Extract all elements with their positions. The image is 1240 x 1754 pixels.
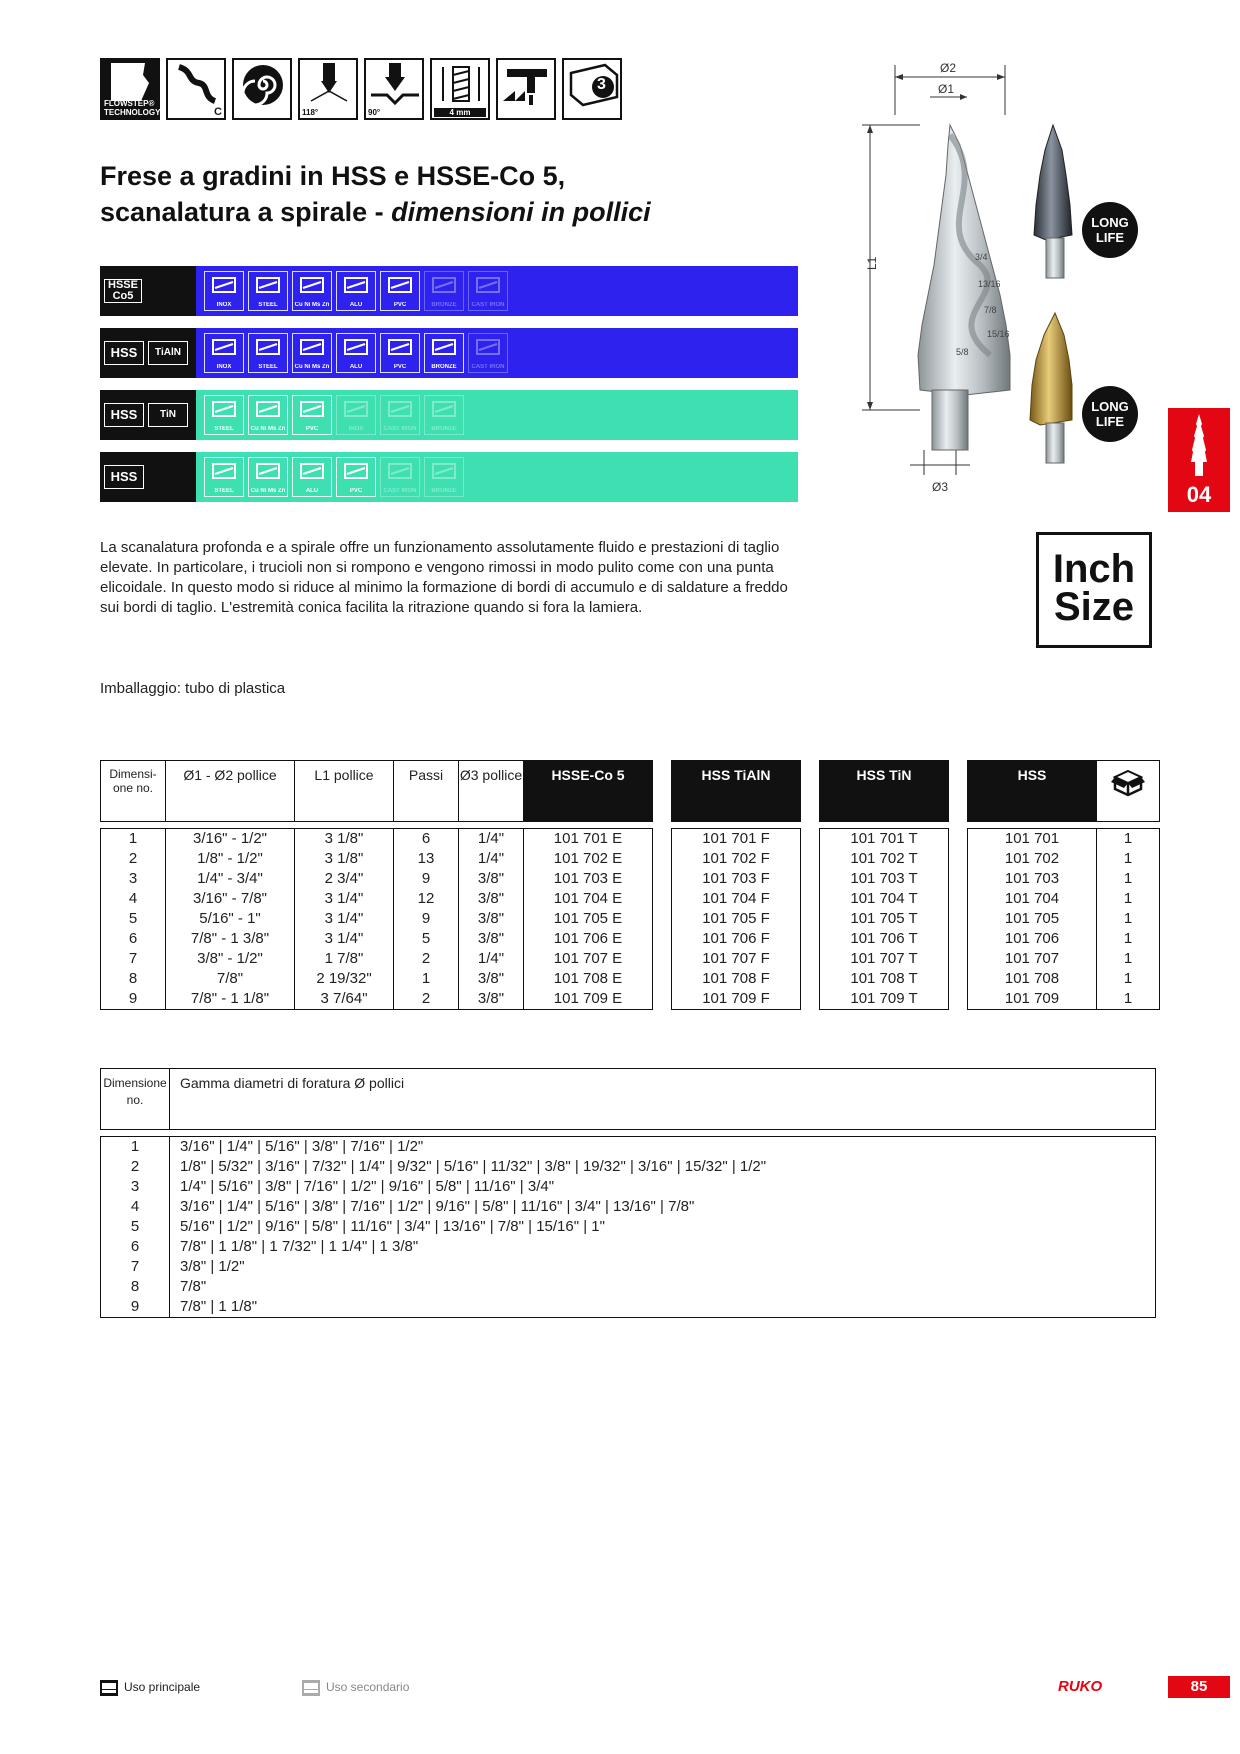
page-title: Frese a gradini in HSS e HSSE-Co 5, scanalatura a spirale - dimensioni in pollici bbox=[100, 161, 651, 227]
material-icon bbox=[387, 460, 413, 484]
cell-tialn: 101 702 F bbox=[672, 849, 801, 869]
material-row-label bbox=[100, 452, 196, 502]
material-icon bbox=[255, 460, 281, 484]
cell-tialn: 101 706 F bbox=[672, 929, 801, 949]
cell-no: 8 bbox=[101, 969, 166, 989]
cell-l1: 3 1/4" bbox=[295, 929, 394, 949]
range-cell-no: 2 bbox=[101, 1157, 170, 1177]
material-cast-iron bbox=[468, 271, 508, 311]
material-cast-iron bbox=[380, 395, 420, 435]
material-inox bbox=[336, 395, 376, 435]
range-row bbox=[101, 1177, 1156, 1197]
cell-hsse: 101 704 E bbox=[524, 889, 653, 909]
primary-use-icon bbox=[100, 1680, 118, 1696]
cell-no: 2 bbox=[101, 849, 166, 869]
material-icon bbox=[431, 336, 457, 360]
material-icon bbox=[343, 274, 369, 298]
cell-no: 9 bbox=[101, 989, 166, 1010]
cell-tin: 101 709 T bbox=[820, 989, 949, 1010]
cell-qty: 1 bbox=[1097, 889, 1160, 909]
material-caption: ALU bbox=[349, 302, 363, 308]
step-height-icon bbox=[430, 58, 490, 120]
dim-d2-label: Ø2 bbox=[940, 61, 957, 75]
material-caption: BRONZE bbox=[431, 488, 457, 494]
material-pvc bbox=[336, 457, 376, 497]
shank-number: 3 bbox=[597, 76, 606, 93]
cell-d3: 1/4" bbox=[459, 849, 524, 869]
page-number: 85 bbox=[1168, 1676, 1230, 1698]
material-icon bbox=[299, 336, 325, 360]
material-pvc bbox=[380, 333, 420, 373]
cell-l1: 3 7/64" bbox=[295, 989, 394, 1010]
material-cu-ni-ms-zn bbox=[248, 395, 288, 435]
cell-tin: 101 703 T bbox=[820, 869, 949, 889]
tool-material-label: HSS bbox=[104, 465, 144, 489]
table-row bbox=[101, 889, 1160, 909]
cell-hsse: 101 703 E bbox=[524, 869, 653, 889]
cell-d12: 1/8" - 1/2" bbox=[166, 849, 295, 869]
material-bronze bbox=[424, 271, 464, 311]
material-row bbox=[100, 452, 798, 502]
range-row bbox=[101, 1237, 1156, 1257]
section-tab bbox=[1168, 408, 1230, 512]
range-cell-no: 1 bbox=[101, 1137, 170, 1158]
inch-size-line1: Inch bbox=[1052, 547, 1136, 591]
spiral-chip-icon bbox=[232, 58, 292, 120]
material-row-label bbox=[100, 266, 196, 316]
range-row bbox=[101, 1297, 1156, 1318]
material-caption: STEEL bbox=[258, 364, 278, 370]
cell-tialn: 101 708 F bbox=[672, 969, 801, 989]
material-caption: STEEL bbox=[214, 426, 234, 432]
material-caption: PVC bbox=[305, 426, 319, 432]
cell-l1: 3 1/8" bbox=[295, 849, 394, 869]
cell-l1: 2 19/32" bbox=[295, 969, 394, 989]
range-header-range: Gamma diametri di foratura Ø pollici bbox=[170, 1069, 1156, 1130]
product-table bbox=[100, 760, 1160, 1010]
flowstep-icon bbox=[100, 58, 160, 120]
material-row bbox=[100, 390, 798, 440]
cell-tin: 101 702 T bbox=[820, 849, 949, 869]
cell-qty: 1 bbox=[1097, 929, 1160, 949]
cell-tialn: 101 704 F bbox=[672, 889, 801, 909]
cell-qty: 1 bbox=[1097, 969, 1160, 989]
material-steel bbox=[204, 457, 244, 497]
material-cu-ni-ms-zn bbox=[292, 333, 332, 373]
material-icon bbox=[475, 336, 501, 360]
cell-d3: 3/8" bbox=[459, 929, 524, 949]
secondary-use-icon bbox=[302, 1680, 320, 1696]
cell-qty: 1 bbox=[1097, 989, 1160, 1010]
material-caption: ALU bbox=[349, 364, 363, 370]
cell-passi: 9 bbox=[394, 869, 459, 889]
cell-passi: 2 bbox=[394, 989, 459, 1010]
cell-hsse: 101 706 E bbox=[524, 929, 653, 949]
brand-logo: RUKO bbox=[1058, 1678, 1103, 1695]
material-icon bbox=[387, 398, 413, 422]
cell-hss: 101 706 bbox=[968, 929, 1097, 949]
cell-l1: 1 7/8" bbox=[295, 949, 394, 969]
footer-secondary-label: Uso secondario bbox=[326, 1680, 410, 1695]
material-caption: Cu Ni Ms Zn bbox=[294, 364, 330, 370]
col-header-tin: HSS TiN bbox=[820, 761, 949, 822]
material-row-label bbox=[100, 390, 196, 440]
material-icon bbox=[343, 460, 369, 484]
range-cell-no: 7 bbox=[101, 1257, 170, 1277]
material-icon bbox=[255, 274, 281, 298]
cell-hsse: 101 705 E bbox=[524, 909, 653, 929]
table-row bbox=[101, 829, 1160, 850]
cell-l1: 2 3/4" bbox=[295, 869, 394, 889]
material-caption: BRONZE bbox=[431, 426, 457, 432]
range-cell-no: 4 bbox=[101, 1197, 170, 1217]
flowstep-icon-caption: FLOWSTEP® TECHNOLOGY bbox=[104, 99, 161, 117]
three-flat-shank-icon-glyph bbox=[565, 61, 621, 109]
step-mark: 15/16 bbox=[987, 329, 1010, 339]
tool-material-label: HSS bbox=[104, 403, 144, 427]
range-row bbox=[101, 1157, 1156, 1177]
material-caption: Cu Ni Ms Zn bbox=[250, 488, 286, 494]
cell-hsse: 101 701 E bbox=[524, 829, 653, 850]
range-row bbox=[101, 1137, 1156, 1158]
cell-passi: 2 bbox=[394, 949, 459, 969]
table-row bbox=[101, 949, 1160, 969]
material-icon bbox=[211, 336, 237, 360]
cell-d12: 7/8" - 1 1/8" bbox=[166, 989, 295, 1010]
cell-tialn: 101 707 F bbox=[672, 949, 801, 969]
cell-l1: 3 1/8" bbox=[295, 829, 394, 850]
material-caption: INOX bbox=[216, 302, 232, 308]
material-icon bbox=[431, 398, 457, 422]
material-row-label bbox=[100, 328, 196, 378]
footer-secondary-use bbox=[302, 1680, 409, 1696]
range-cell-range: 5/16" | 1/2" | 9/16" | 5/8" | 11/16" | 3/4" | 13/16" | 7/8" | 15/16" | 1" bbox=[170, 1217, 1156, 1237]
cell-hss: 101 708 bbox=[968, 969, 1097, 989]
step-mark: 13/16 bbox=[978, 279, 1001, 289]
range-cell-no: 3 bbox=[101, 1177, 170, 1197]
cell-hsse: 101 702 E bbox=[524, 849, 653, 869]
drill-press-icon-glyph bbox=[499, 61, 555, 109]
cell-tin: 101 701 T bbox=[820, 829, 949, 850]
cell-passi: 12 bbox=[394, 889, 459, 909]
material-caption: INOX bbox=[216, 364, 232, 370]
cell-tialn: 101 709 F bbox=[672, 989, 801, 1010]
cell-d3: 3/8" bbox=[459, 989, 524, 1010]
cell-hss: 101 701 bbox=[968, 829, 1097, 850]
material-steel bbox=[204, 395, 244, 435]
cell-tialn: 101 701 F bbox=[672, 829, 801, 850]
cell-passi: 5 bbox=[394, 929, 459, 949]
cell-d12: 5/16" - 1" bbox=[166, 909, 295, 929]
col-header-no: Dimensi- one no. bbox=[101, 761, 166, 822]
cell-d3: 3/8" bbox=[459, 969, 524, 989]
material-steel bbox=[248, 271, 288, 311]
inch-size-line2: Size bbox=[1053, 585, 1135, 629]
cell-hss: 101 705 bbox=[968, 909, 1097, 929]
cell-tin: 101 705 T bbox=[820, 909, 949, 929]
col-header-l1: L1 pollice bbox=[295, 761, 394, 822]
material-inox bbox=[204, 271, 244, 311]
cell-d3: 3/8" bbox=[459, 889, 524, 909]
cell-d12: 3/8" - 1/2" bbox=[166, 949, 295, 969]
material-cast-iron bbox=[380, 457, 420, 497]
cell-tin: 101 707 T bbox=[820, 949, 949, 969]
range-cell-range: 3/16" | 1/4" | 5/16" | 3/8" | 7/16" | 1/2" | 9/16" | 5/8" | 11/16" | 3/4" | 13/16" | 7/8" bbox=[170, 1197, 1156, 1217]
range-cell-range: 7/8" | 1 1/8" | 1 7/32" | 1 1/4" | 1 3/8" bbox=[170, 1237, 1156, 1257]
material-caption: CAST IRON bbox=[383, 426, 417, 432]
cell-d12: 3/16" - 7/8" bbox=[166, 889, 295, 909]
range-row bbox=[101, 1217, 1156, 1237]
range-cell-no: 5 bbox=[101, 1217, 170, 1237]
cell-d3: 1/4" bbox=[459, 949, 524, 969]
material-alu bbox=[292, 457, 332, 497]
material-caption: CAST IRON bbox=[471, 302, 505, 308]
spiral-chip-icon-glyph bbox=[235, 61, 291, 109]
footer-primary-use bbox=[100, 1680, 200, 1696]
material-bronze bbox=[424, 395, 464, 435]
step-mark: 3/4 bbox=[975, 252, 988, 262]
cell-no: 4 bbox=[101, 889, 166, 909]
tool-material-label: HSS bbox=[104, 341, 144, 365]
material-caption: STEEL bbox=[214, 488, 234, 494]
cell-passi: 9 bbox=[394, 909, 459, 929]
cell-no: 7 bbox=[101, 949, 166, 969]
cell-qty: 1 bbox=[1097, 869, 1160, 889]
material-caption: CAST IRON bbox=[383, 488, 417, 494]
cell-hsse: 101 708 E bbox=[524, 969, 653, 989]
col-header-hsse: HSSE-Co 5 bbox=[524, 761, 653, 822]
tool-material-label: HSSE Co5 bbox=[104, 279, 142, 303]
cell-hss: 101 703 bbox=[968, 869, 1097, 889]
material-icon bbox=[255, 336, 281, 360]
table-row bbox=[101, 849, 1160, 869]
range-row bbox=[101, 1257, 1156, 1277]
tialn-drill bbox=[1034, 125, 1072, 240]
material-cu-ni-ms-zn bbox=[292, 271, 332, 311]
material-icon bbox=[343, 336, 369, 360]
col-header-hss: HSS bbox=[968, 761, 1097, 822]
cell-d12: 1/4" - 3/4" bbox=[166, 869, 295, 889]
material-icon bbox=[299, 274, 325, 298]
cell-d3: 1/4" bbox=[459, 829, 524, 850]
table-row bbox=[101, 989, 1160, 1010]
material-alu bbox=[336, 271, 376, 311]
range-cell-no: 8 bbox=[101, 1277, 170, 1297]
range-cell-range: 7/8" | 1 1/8" bbox=[170, 1297, 1156, 1318]
dim-d1-label: Ø1 bbox=[938, 82, 955, 96]
cell-tialn: 101 703 F bbox=[672, 869, 801, 889]
cell-no: 3 bbox=[101, 869, 166, 889]
inch-size-badge bbox=[1036, 532, 1152, 648]
countersink-icon bbox=[364, 58, 424, 120]
material-icon bbox=[431, 460, 457, 484]
material-band bbox=[196, 452, 798, 502]
cell-passi: 13 bbox=[394, 849, 459, 869]
coating-label: TiN bbox=[148, 403, 188, 427]
material-cast-iron bbox=[468, 333, 508, 373]
material-steel bbox=[248, 333, 288, 373]
material-caption: CAST IRON bbox=[471, 364, 505, 370]
material-pvc bbox=[292, 395, 332, 435]
cell-hss: 101 707 bbox=[968, 949, 1097, 969]
range-header-no: Dimensione no. bbox=[101, 1069, 170, 1130]
range-cell-range: 3/8" | 1/2" bbox=[170, 1257, 1156, 1277]
step-height-icon-caption: 4 mm bbox=[434, 108, 486, 117]
material-caption: Cu Ni Ms Zn bbox=[250, 426, 286, 432]
material-icon bbox=[431, 274, 457, 298]
range-cell-no: 6 bbox=[101, 1237, 170, 1257]
cell-qty: 1 bbox=[1097, 829, 1160, 850]
col-header-d12: Ø1 - Ø2 pollice bbox=[166, 761, 295, 822]
material-icon bbox=[343, 398, 369, 422]
range-row bbox=[101, 1277, 1156, 1297]
cell-tin: 101 704 T bbox=[820, 889, 949, 909]
material-icon bbox=[299, 398, 325, 422]
packaging-note: Imballaggio: tubo di plastica bbox=[100, 680, 286, 697]
cell-no: 1 bbox=[101, 829, 166, 850]
table-row bbox=[101, 929, 1160, 949]
material-caption: PVC bbox=[393, 302, 407, 308]
material-cu-ni-ms-zn bbox=[248, 457, 288, 497]
col-header-qty bbox=[1097, 761, 1160, 822]
material-pvc bbox=[380, 271, 420, 311]
material-icon bbox=[211, 460, 237, 484]
material-caption: INOX bbox=[348, 426, 364, 432]
material-icon bbox=[255, 398, 281, 422]
step-mark: 7/8 bbox=[984, 305, 997, 315]
dim-d3-label: Ø3 bbox=[932, 480, 949, 494]
table-row bbox=[101, 869, 1160, 889]
three-flat-shank-icon bbox=[562, 58, 622, 120]
material-inox bbox=[204, 333, 244, 373]
point-angle-icon-caption: 118° bbox=[302, 108, 319, 117]
package-box-icon bbox=[1111, 767, 1145, 797]
material-caption: BRONZE bbox=[431, 302, 457, 308]
cell-passi: 1 bbox=[394, 969, 459, 989]
cell-d3: 3/8" bbox=[459, 869, 524, 889]
cell-tin: 101 706 T bbox=[820, 929, 949, 949]
point-angle-icon-glyph bbox=[301, 61, 357, 109]
col-header-tialn: HSS TiAlN bbox=[672, 761, 801, 822]
cell-hsse: 101 709 E bbox=[524, 989, 653, 1010]
cell-hss: 101 702 bbox=[968, 849, 1097, 869]
material-caption: PVC bbox=[349, 488, 363, 494]
drilling-range-table bbox=[100, 1068, 1156, 1318]
material-icon bbox=[299, 460, 325, 484]
step-mark: 5/8 bbox=[956, 347, 969, 357]
dim-l1-label: L1 bbox=[865, 256, 879, 270]
spiral-flute-icon-glyph bbox=[169, 61, 225, 109]
cell-no: 5 bbox=[101, 909, 166, 929]
drill-shank bbox=[932, 390, 968, 450]
step-drill-icon bbox=[1188, 414, 1210, 478]
range-cell-range: 1/8" | 5/32" | 3/16" | 7/32" | 1/4" | 9/32" | 5/16" | 11/32" | 3/8" | 19/32" | 3/16" | 15/32" | 1/2" bbox=[170, 1157, 1156, 1177]
drill-press-icon bbox=[496, 58, 556, 120]
section-number: 04 bbox=[1186, 482, 1212, 507]
material-band bbox=[196, 266, 798, 316]
material-band bbox=[196, 328, 798, 378]
range-cell-range: 7/8" bbox=[170, 1277, 1156, 1297]
table-row bbox=[101, 969, 1160, 989]
material-row bbox=[100, 266, 798, 316]
material-icon bbox=[211, 274, 237, 298]
countersink-icon-caption: 90° bbox=[368, 108, 381, 117]
material-icon bbox=[211, 398, 237, 422]
cell-qty: 1 bbox=[1097, 849, 1160, 869]
cell-qty: 1 bbox=[1097, 949, 1160, 969]
range-cell-range: 3/16" | 1/4" | 5/16" | 3/8" | 7/16" | 1/2" bbox=[170, 1137, 1156, 1158]
cell-hsse: 101 707 E bbox=[524, 949, 653, 969]
material-bronze bbox=[424, 457, 464, 497]
cell-d3: 3/8" bbox=[459, 909, 524, 929]
material-icon bbox=[387, 274, 413, 298]
material-icon bbox=[475, 274, 501, 298]
cell-no: 6 bbox=[101, 929, 166, 949]
material-row bbox=[100, 328, 798, 378]
col-header-passi: Passi bbox=[394, 761, 459, 822]
cell-d12: 7/8" - 1 3/8" bbox=[166, 929, 295, 949]
point-angle-icon bbox=[298, 58, 358, 120]
material-caption: ALU bbox=[305, 488, 319, 494]
material-caption: BRONZE bbox=[431, 364, 457, 370]
cell-tialn: 101 705 F bbox=[672, 909, 801, 929]
cell-tin: 101 708 T bbox=[820, 969, 949, 989]
material-icon bbox=[387, 336, 413, 360]
coating-label: TiAlN bbox=[148, 341, 188, 365]
cell-hss: 101 709 bbox=[968, 989, 1097, 1010]
step-drill-drawing bbox=[850, 55, 1180, 515]
material-band bbox=[196, 390, 798, 440]
cell-l1: 3 1/4" bbox=[295, 909, 394, 929]
footer-primary-label: Uso principale bbox=[124, 1680, 201, 1695]
countersink-icon-glyph bbox=[367, 61, 423, 109]
material-caption: PVC bbox=[393, 364, 407, 370]
material-alu bbox=[336, 333, 376, 373]
cell-passi: 6 bbox=[394, 829, 459, 850]
spiral-flute-icon bbox=[166, 58, 226, 120]
cell-qty: 1 bbox=[1097, 909, 1160, 929]
spiral-flute-icon-caption: C bbox=[214, 106, 222, 118]
tin-drill bbox=[1030, 313, 1072, 425]
material-bronze bbox=[424, 333, 464, 373]
range-row bbox=[101, 1197, 1156, 1217]
cell-hss: 101 704 bbox=[968, 889, 1097, 909]
description: La scanalatura profonda e a spirale offre un funzionamento assolutamente fluido e prestazioni di taglio elevate. In particolare, i trucioli non si rompono e vengono rimossi in modo pulito come con una punta elicoidale. In questo modo si riduce al minimo la formazione di bordi di accumulo e di saldature a freddo sui bordi di taglio. L'estremità conica facilita la ritrazione quando si fora la lamiera. bbox=[100, 539, 788, 616]
cell-l1: 3 1/4" bbox=[295, 889, 394, 909]
long-life-badge: LONG LIFE bbox=[1082, 386, 1138, 442]
cell-d12: 7/8" bbox=[166, 969, 295, 989]
range-cell-no: 9 bbox=[101, 1297, 170, 1318]
long-life-badge: LONG LIFE bbox=[1082, 202, 1138, 258]
range-cell-range: 1/4" | 5/16" | 3/8" | 7/16" | 1/2" | 9/16" | 5/8" | 11/16" | 3/4" bbox=[170, 1177, 1156, 1197]
step-height-icon-glyph bbox=[433, 61, 489, 109]
material-caption: Cu Ni Ms Zn bbox=[294, 302, 330, 308]
cell-d12: 3/16" - 1/2" bbox=[166, 829, 295, 850]
col-header-d3: Ø3 pollice bbox=[459, 761, 524, 822]
table-row bbox=[101, 909, 1160, 929]
material-caption: STEEL bbox=[258, 302, 278, 308]
